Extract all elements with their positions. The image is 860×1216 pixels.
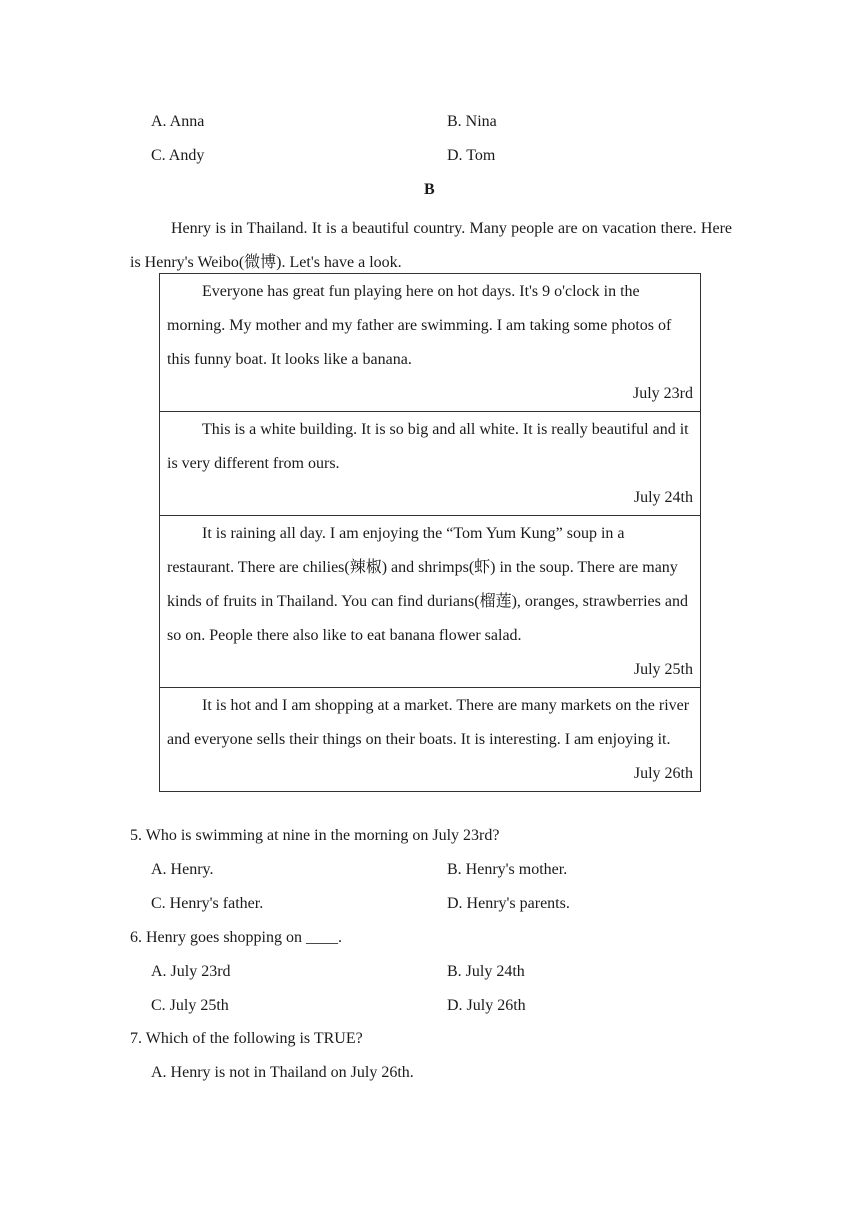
weibo-entry-4 bbox=[160, 688, 700, 791]
weibo-entry-1 bbox=[160, 274, 700, 412]
question-5-stem: 5. Who is swimming at nine in the morning on July 23rd? bbox=[130, 827, 500, 844]
question-6-option-b: B. July 24th bbox=[447, 963, 525, 980]
weibo-table bbox=[159, 273, 701, 792]
intro-paragraph: Henry is in Thailand. It is a beautiful country. Many people are on vacation there. Here is Henry's Weibo(微博). Let's have a look. bbox=[130, 220, 732, 271]
question-5-option-b: B. Henry's mother. bbox=[447, 861, 568, 878]
weibo-entry-text: It is hot and I am shopping at a market. There are many markets on the river and everyone sells their things on their boats. It is interesting. I am enjoying it. bbox=[167, 697, 690, 748]
weibo-entry-text: Everyone has great fun playing here on hot days. It's 9 o'clock in the morning. My mother and my father are swimming. I am taking some photos of this funny boat. It looks like a banana. bbox=[167, 283, 672, 368]
question-6-option-a: A. July 23rd bbox=[151, 963, 231, 980]
question-5-option-c: C. Henry's father. bbox=[151, 895, 264, 912]
question-5-option-a: A. Henry. bbox=[151, 861, 214, 878]
weibo-entry-2 bbox=[160, 412, 700, 516]
weibo-entry-date: July 25th bbox=[633, 661, 693, 678]
weibo-entry-date: July 26th bbox=[633, 765, 693, 782]
question-6-stem: 6. Henry goes shopping on ____. bbox=[130, 929, 342, 946]
prev-option-d: D. Tom bbox=[447, 147, 496, 164]
section-label: B bbox=[424, 181, 435, 198]
weibo-entry-3 bbox=[160, 516, 700, 688]
weibo-entry-text: It is raining all day. I am enjoying the “Tom Yum Kung” soup in a restaurant. There are chilies(辣椒) and shrimps(虾) in the soup. There are many kinds of fruits in Thailand. You can find durians(榴莲), oranges, strawberries and so on. People there also like to eat banana flower salad. bbox=[167, 525, 688, 644]
weibo-entry-text: This is a white building. It is so big and all white. It is really beautiful and it is very different from ours. bbox=[167, 421, 689, 472]
prev-option-a: A. Anna bbox=[151, 113, 205, 130]
question-5-option-d: D. Henry's parents. bbox=[447, 895, 570, 912]
question-7-stem: 7. Which of the following is TRUE? bbox=[130, 1030, 363, 1047]
question-6-option-d: D. July 26th bbox=[447, 997, 526, 1014]
weibo-entry-date: July 23rd bbox=[633, 385, 693, 402]
prev-option-c: C. Andy bbox=[151, 147, 205, 164]
question-7-option-a: A. Henry is not in Thailand on July 26th. bbox=[151, 1064, 414, 1081]
question-6-option-c: C. July 25th bbox=[151, 997, 229, 1014]
weibo-entry-date: July 24th bbox=[633, 489, 693, 506]
prev-option-b: B. Nina bbox=[447, 113, 497, 130]
